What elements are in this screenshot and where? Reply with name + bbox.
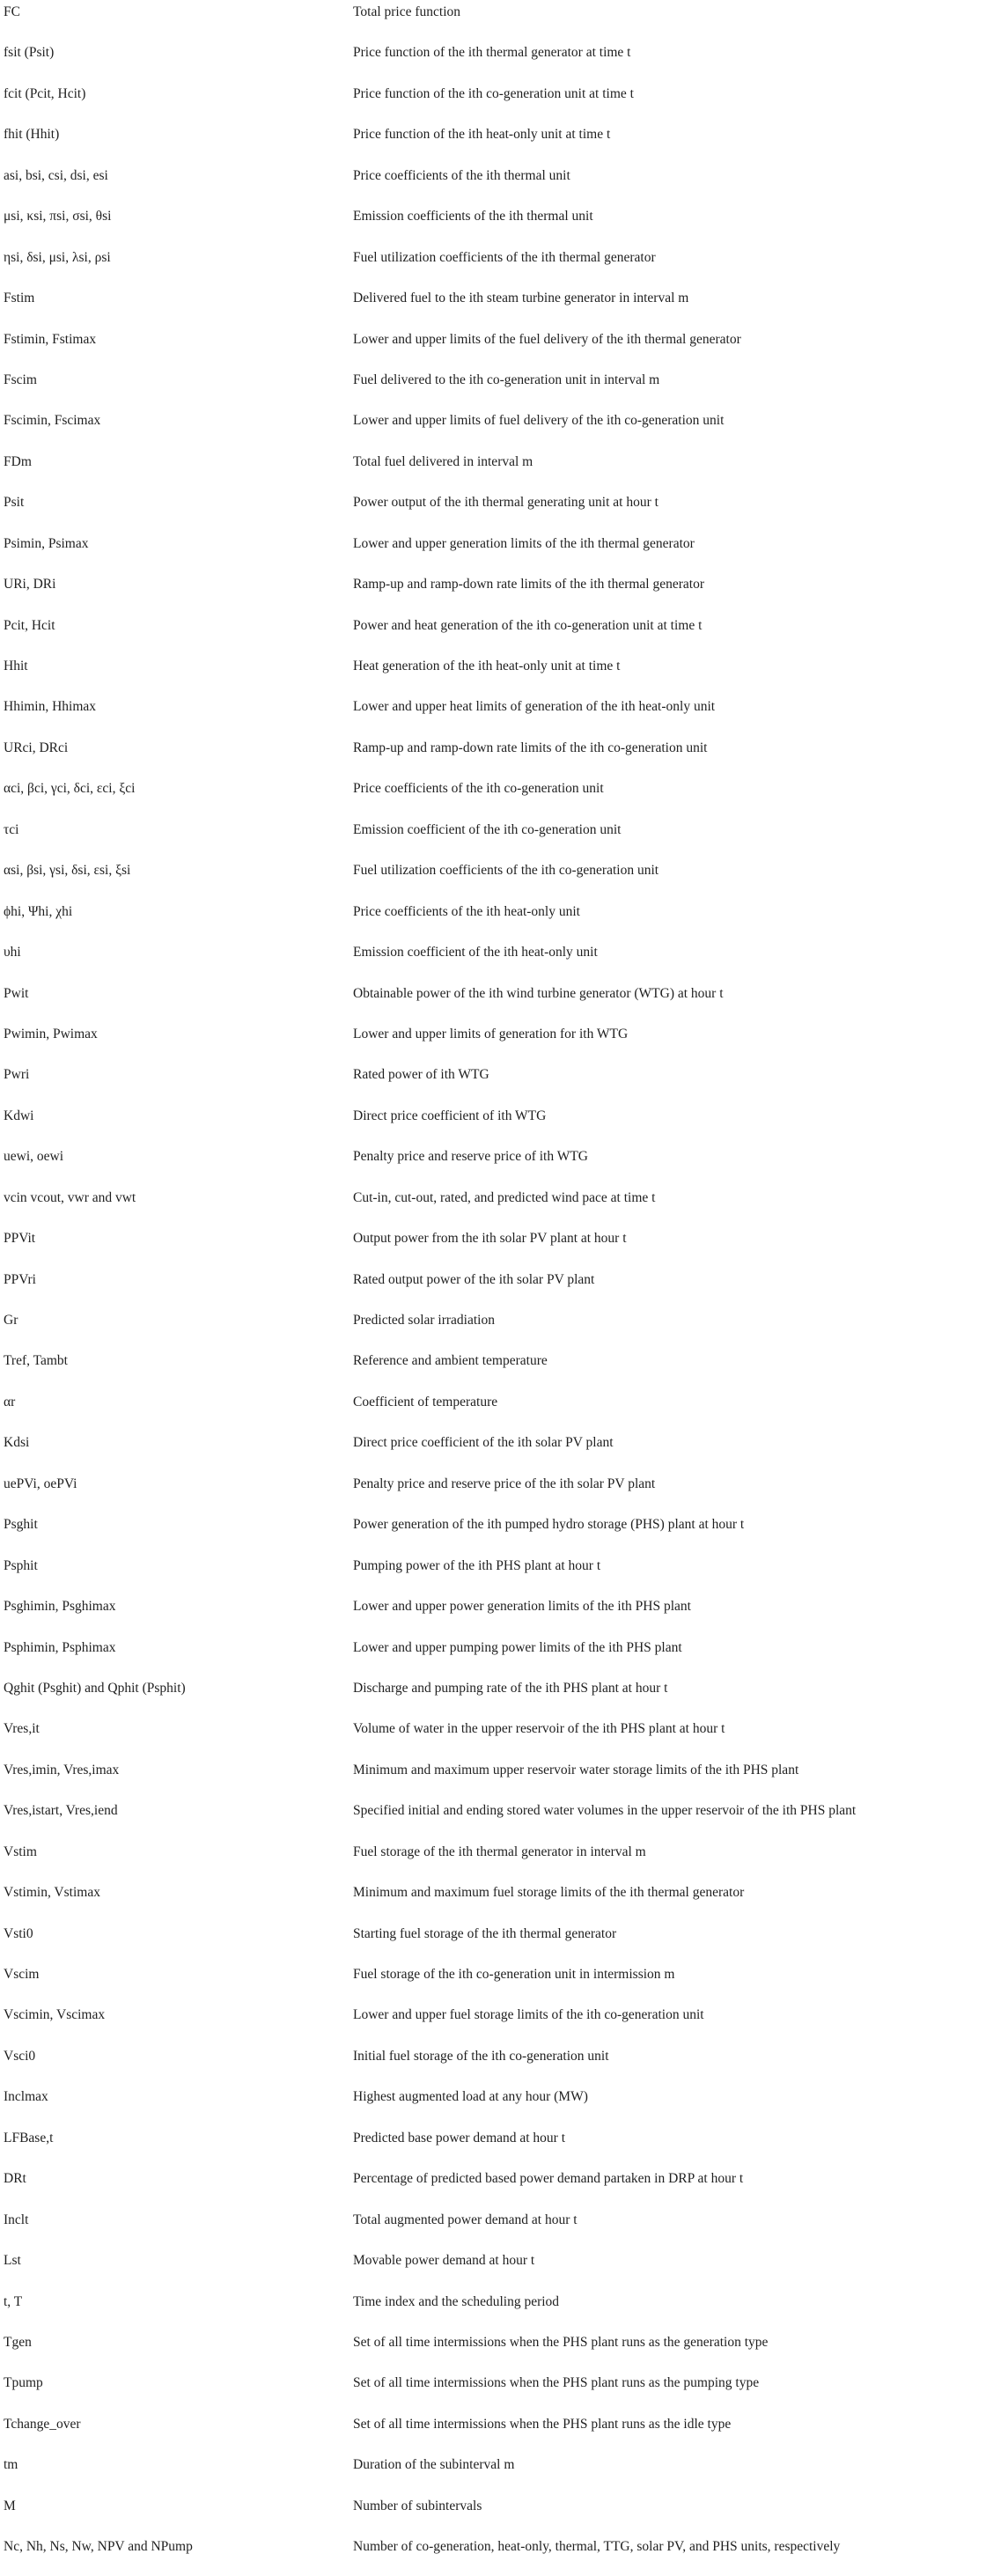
nomenclature-row bbox=[0, 82, 1008, 122]
nomenclature-row bbox=[0, 2494, 1008, 2535]
symbol-cell: Vscimin, Vscimax bbox=[4, 2007, 106, 2023]
symbol-cell: Tgen bbox=[4, 2334, 32, 2350]
nomenclature-row bbox=[0, 982, 1008, 1022]
definition-cell: Fuel storage of the ith thermal generator in interval m bbox=[353, 1844, 646, 1859]
symbol-cell: uePVi, oePVi bbox=[4, 1476, 77, 1491]
symbol-cell: fcit (Pcit, Hcit) bbox=[4, 85, 86, 101]
symbol-cell: Vstimin, Vstimax bbox=[4, 1885, 100, 1901]
symbol-cell: Psghit bbox=[4, 1517, 38, 1533]
definition-cell: Power generation of the ith pumped hydro storage (PHS) plant at hour t bbox=[353, 1517, 745, 1533]
nomenclature-row bbox=[0, 450, 1008, 490]
nomenclature-row bbox=[0, 246, 1008, 286]
definition-cell: Fuel delivered to the ith co-generation unit in interval m bbox=[353, 372, 660, 387]
symbol-cell: Fscimin, Fscimax bbox=[4, 413, 101, 429]
symbol-cell: Pcit, Hcit bbox=[4, 617, 55, 633]
nomenclature-row bbox=[0, 2044, 1008, 2085]
definition-cell: Coefficient of temperature bbox=[353, 1394, 498, 1409]
definition-cell: Total augmented power demand at hour t bbox=[353, 2212, 578, 2227]
definition-cell: Lower and upper generation limits of the ith thermal generator bbox=[353, 535, 695, 551]
nomenclature-row bbox=[0, 2371, 1008, 2411]
nomenclature-row bbox=[0, 1636, 1008, 1676]
symbol-cell: Tref, Tambt bbox=[4, 1353, 68, 1369]
definition-cell: Percentage of predicted based power demand partaken in DRP at hour t bbox=[353, 2171, 744, 2187]
symbol-cell: Psphimin, Psphimax bbox=[4, 1639, 116, 1655]
nomenclature-row bbox=[0, 2003, 1008, 2043]
nomenclature-row bbox=[0, 2290, 1008, 2330]
nomenclature-row bbox=[0, 776, 1008, 817]
definition-cell: Fuel utilization coefficients of the ith co-generation unit bbox=[353, 863, 659, 879]
nomenclature-row bbox=[0, 1840, 1008, 1880]
nomenclature-row bbox=[0, 900, 1008, 940]
symbol-cell: Kdwi bbox=[4, 1108, 34, 1123]
symbol-cell: LFBase,t bbox=[4, 2130, 54, 2145]
symbol-cell: t, T bbox=[4, 2293, 23, 2309]
definition-cell: Discharge and pumping rate of the ith PHS plant at hour t bbox=[353, 1680, 668, 1696]
symbol-cell: υhi bbox=[4, 945, 21, 960]
nomenclature-row bbox=[0, 1922, 1008, 1962]
nomenclature-row bbox=[0, 1799, 1008, 1839]
definition-cell: Price coefficients of the ith heat-only unit bbox=[353, 903, 580, 919]
nomenclature-row bbox=[0, 2330, 1008, 2371]
definition-cell: Lower and upper pumping power limits of the ith PHS plant bbox=[353, 1639, 682, 1655]
symbol-cell: URci, DRci bbox=[4, 740, 69, 755]
definition-cell: Set of all time intermissions when the PHS plant runs as the generation type bbox=[353, 2334, 769, 2350]
definition-cell: Price coefficients of the ith thermal unit bbox=[353, 167, 570, 183]
symbol-cell: Pwit bbox=[4, 985, 29, 1001]
nomenclature-row bbox=[0, 2208, 1008, 2248]
nomenclature-row bbox=[0, 368, 1008, 408]
symbol-cell: Gr bbox=[4, 1313, 18, 1328]
nomenclature-row bbox=[0, 286, 1008, 327]
nomenclature-row bbox=[0, 490, 1008, 531]
definition-cell: Number of subintervals bbox=[353, 2498, 482, 2513]
symbol-cell: Pwri bbox=[4, 1067, 30, 1083]
symbol-cell: PPVri bbox=[4, 1271, 36, 1287]
nomenclature-row bbox=[0, 1308, 1008, 1349]
nomenclature-row bbox=[0, 1144, 1008, 1185]
definition-cell: Price function of the ith co-generation unit at time t bbox=[353, 85, 634, 101]
definition-cell: Number of co-generation, heat-only, thermal, TTG, solar PV, and PHS units, respectively bbox=[353, 2539, 841, 2555]
nomenclature-row bbox=[0, 2248, 1008, 2289]
nomenclature-row bbox=[0, 614, 1008, 654]
symbol-cell: ηsi, δsi, μsi, λsi, ρsi bbox=[4, 249, 111, 265]
symbol-cell: Vstim bbox=[4, 1844, 37, 1859]
definition-cell: Predicted solar irradiation bbox=[353, 1313, 495, 1328]
nomenclature-row bbox=[0, 818, 1008, 858]
nomenclature-row bbox=[0, 0, 1008, 40]
definition-cell: Set of all time intermissions when the PHS plant runs as the pumping type bbox=[353, 2375, 760, 2391]
nomenclature-row bbox=[0, 164, 1008, 204]
symbol-cell: Inclt bbox=[4, 2212, 29, 2227]
nomenclature-row bbox=[0, 1390, 1008, 1431]
definition-cell: Lower and upper heat limits of generation of the ith heat-only unit bbox=[353, 699, 716, 715]
symbol-cell: Vres,istart, Vres,iend bbox=[4, 1803, 118, 1819]
nomenclature-row bbox=[0, 408, 1008, 449]
definition-cell: Emission coefficient of the ith heat-only unit bbox=[353, 945, 598, 960]
definition-cell: Price function of the ith heat-only unit at time t bbox=[353, 127, 611, 143]
definition-cell: Fuel utilization coefficients of the ith thermal generator bbox=[353, 249, 656, 265]
symbol-cell: Qghit (Psghit) and Qphit (Psphit) bbox=[4, 1680, 186, 1696]
nomenclature-row bbox=[0, 1880, 1008, 1921]
symbol-cell: Vsti0 bbox=[4, 1925, 33, 1941]
symbol-cell: M bbox=[4, 2498, 16, 2513]
definition-cell: Volume of water in the upper reservoir of the ith PHS plant at hour t bbox=[353, 1721, 725, 1737]
symbol-cell: Fstimin, Fstimax bbox=[4, 331, 97, 347]
definition-cell: Heat generation of the ith heat-only unit at time t bbox=[353, 659, 621, 673]
symbol-cell: uewi, oewi bbox=[4, 1149, 64, 1165]
symbol-cell: Hhit bbox=[4, 659, 28, 673]
nomenclature-row bbox=[0, 1226, 1008, 1267]
symbol-cell: τci bbox=[4, 821, 19, 837]
definition-cell: Direct price coefficient of the ith solar PV plant bbox=[353, 1435, 614, 1451]
symbol-cell: Lst bbox=[4, 2253, 21, 2269]
definition-cell: Predicted base power demand at hour t bbox=[353, 2130, 566, 2145]
definition-cell: Cut-in, cut-out, rated, and predicted wind pace at time t bbox=[353, 1189, 656, 1205]
definition-cell: Penalty price and reserve price of the ith solar PV plant bbox=[353, 1476, 656, 1491]
nomenclature-row bbox=[0, 122, 1008, 163]
symbol-cell: Fstim bbox=[4, 291, 35, 306]
definition-cell: Emission coefficients of the ith thermal unit bbox=[353, 209, 593, 224]
definition-cell: Set of all time intermissions when the PHS plant runs as the idle type bbox=[353, 2416, 732, 2432]
definition-cell: Time index and the scheduling period bbox=[353, 2293, 560, 2309]
symbol-cell: vcin vcout, vwr and vwt bbox=[4, 1189, 136, 1205]
nomenclature-row bbox=[0, 1022, 1008, 1063]
nomenclature-row bbox=[0, 858, 1008, 899]
symbol-cell: Vres,imin, Vres,imax bbox=[4, 1762, 120, 1777]
definition-cell: Lower and upper limits of fuel delivery of the ith co-generation unit bbox=[353, 413, 725, 429]
nomenclature-row bbox=[0, 695, 1008, 735]
symbol-cell: PPVit bbox=[4, 1231, 36, 1247]
nomenclature-row bbox=[0, 1676, 1008, 1717]
nomenclature-row bbox=[0, 1758, 1008, 1799]
nomenclature-row bbox=[0, 2453, 1008, 2493]
definition-cell: Penalty price and reserve price of ith WTG bbox=[353, 1149, 588, 1165]
symbol-cell: Psghimin, Psghimax bbox=[4, 1599, 116, 1615]
definition-cell: Minimum and maximum fuel storage limits of the ith thermal generator bbox=[353, 1885, 745, 1901]
nomenclature-row bbox=[0, 1554, 1008, 1594]
definition-cell: Direct price coefficient of ith WTG bbox=[353, 1108, 547, 1123]
symbol-cell: fhit (Hhit) bbox=[4, 127, 60, 143]
definition-cell: Power and heat generation of the ith co-generation unit at time t bbox=[353, 617, 703, 633]
nomenclature-row bbox=[0, 40, 1008, 81]
definition-cell: Ramp-up and ramp-down rate limits of the ith thermal generator bbox=[353, 577, 705, 592]
symbol-cell: Psit bbox=[4, 495, 25, 511]
symbol-cell: DRt bbox=[4, 2171, 26, 2187]
definition-cell: Lower and upper fuel storage limits of the ith co-generation unit bbox=[353, 2007, 704, 2023]
symbol-cell: μsi, κsi, πsi, σsi, θsi bbox=[4, 209, 112, 224]
symbol-cell: ϕhi, Ψhi, χhi bbox=[4, 903, 73, 919]
nomenclature-row bbox=[0, 654, 1008, 695]
nomenclature-row bbox=[0, 1594, 1008, 1635]
definition-cell: Starting fuel storage of the ith thermal generator bbox=[353, 1925, 617, 1941]
nomenclature-row bbox=[0, 1717, 1008, 1757]
nomenclature-row bbox=[0, 1104, 1008, 1144]
definition-cell: Delivered fuel to the ith steam turbine generator in interval m bbox=[353, 291, 689, 306]
symbol-cell: Nc, Nh, Ns, Nw, NPV and NPump bbox=[4, 2539, 193, 2555]
nomenclature-row bbox=[0, 2167, 1008, 2207]
symbol-cell: Hhimin, Hhimax bbox=[4, 699, 97, 715]
definition-cell: Obtainable power of the ith wind turbine generator (WTG) at hour t bbox=[353, 985, 724, 1001]
definition-cell: Lower and upper power generation limits of the ith PHS plant bbox=[353, 1599, 691, 1615]
nomenclature-row bbox=[0, 572, 1008, 613]
symbol-cell: Tchange_over bbox=[4, 2416, 81, 2432]
definition-cell: Initial fuel storage of the ith co-generation unit bbox=[353, 2048, 609, 2064]
symbol-cell: αsi, βsi, γsi, δsi, εsi, ξsi bbox=[4, 863, 131, 879]
symbol-cell: FC bbox=[4, 4, 20, 19]
nomenclature-row bbox=[0, 940, 1008, 981]
definition-cell: Reference and ambient temperature bbox=[353, 1353, 548, 1369]
definition-cell: Price coefficients of the ith co-generation unit bbox=[353, 781, 604, 797]
nomenclature-row bbox=[0, 2412, 1008, 2453]
definition-cell: Total fuel delivered in interval m bbox=[353, 453, 533, 469]
definition-cell: Duration of the subinterval m bbox=[353, 2457, 515, 2473]
nomenclature-row bbox=[0, 532, 1008, 572]
symbol-cell: Psimin, Psimax bbox=[4, 535, 89, 551]
symbol-cell: tm bbox=[4, 2457, 18, 2473]
definition-cell: Movable power demand at hour t bbox=[353, 2253, 535, 2269]
definition-cell: Power output of the ith thermal generating unit at hour t bbox=[353, 495, 659, 511]
nomenclature-row bbox=[0, 204, 1008, 245]
definition-cell: Rated output power of the ith solar PV plant bbox=[353, 1271, 595, 1287]
symbol-cell: Vsci0 bbox=[4, 2048, 36, 2064]
symbol-cell: fsit (Psit) bbox=[4, 45, 55, 61]
symbol-cell: Inclmax bbox=[4, 2089, 48, 2105]
definition-cell: Rated power of ith WTG bbox=[353, 1067, 489, 1083]
symbol-cell: Kdsi bbox=[4, 1435, 30, 1451]
symbol-cell: FDm bbox=[4, 453, 32, 469]
definition-cell: Total price function bbox=[353, 4, 461, 19]
symbol-cell: Vscim bbox=[4, 1967, 40, 1982]
nomenclature-row bbox=[0, 1431, 1008, 1471]
nomenclature-row bbox=[0, 328, 1008, 368]
symbol-cell: Tpump bbox=[4, 2375, 43, 2391]
symbol-cell: αci, βci, γci, δci, εci, ξci bbox=[4, 781, 136, 797]
nomenclature-row bbox=[0, 1472, 1008, 1512]
definition-cell: Lower and upper limits of generation for ith WTG bbox=[353, 1026, 629, 1041]
definition-cell: Ramp-up and ramp-down rate limits of the ith co-generation unit bbox=[353, 740, 708, 755]
symbol-cell: Vres,it bbox=[4, 1721, 40, 1737]
definition-cell: Highest augmented load at any hour (MW) bbox=[353, 2089, 588, 2105]
symbol-cell: αr bbox=[4, 1394, 16, 1409]
nomenclature-row bbox=[0, 2085, 1008, 2125]
definition-cell: Pumping power of the ith PHS plant at hour t bbox=[353, 1557, 601, 1573]
nomenclature-row bbox=[0, 2126, 1008, 2167]
definition-cell: Minimum and maximum upper reservoir water storage limits of the ith PHS plant bbox=[353, 1762, 799, 1777]
nomenclature-row bbox=[0, 1186, 1008, 1226]
nomenclature-row bbox=[0, 1349, 1008, 1389]
symbol-cell: URi, DRi bbox=[4, 577, 56, 592]
nomenclature-row bbox=[0, 1512, 1008, 1553]
definition-cell: Emission coefficient of the ith co-generation unit bbox=[353, 821, 622, 837]
definition-cell: Lower and upper limits of the fuel delivery of the ith thermal generator bbox=[353, 331, 741, 347]
definition-cell: Price function of the ith thermal generator at time t bbox=[353, 45, 631, 61]
definition-cell: Output power from the ith solar PV plant at hour t bbox=[353, 1231, 627, 1247]
nomenclature-row bbox=[0, 2535, 1008, 2575]
symbol-cell: Fscim bbox=[4, 372, 37, 387]
nomenclature-row bbox=[0, 736, 1008, 776]
nomenclature-row bbox=[0, 1268, 1008, 1308]
definition-cell: Specified initial and ending stored water volumes in the upper reservoir of the ith PHS plant bbox=[353, 1803, 857, 1819]
symbol-cell: asi, bsi, csi, dsi, esi bbox=[4, 167, 108, 183]
nomenclature-row bbox=[0, 1962, 1008, 2003]
symbol-cell: Pwimin, Pwimax bbox=[4, 1026, 98, 1041]
nomenclature-row bbox=[0, 1063, 1008, 1103]
definition-cell: Fuel storage of the ith co-generation unit in intermission m bbox=[353, 1967, 675, 1982]
symbol-cell: Psphit bbox=[4, 1557, 38, 1573]
